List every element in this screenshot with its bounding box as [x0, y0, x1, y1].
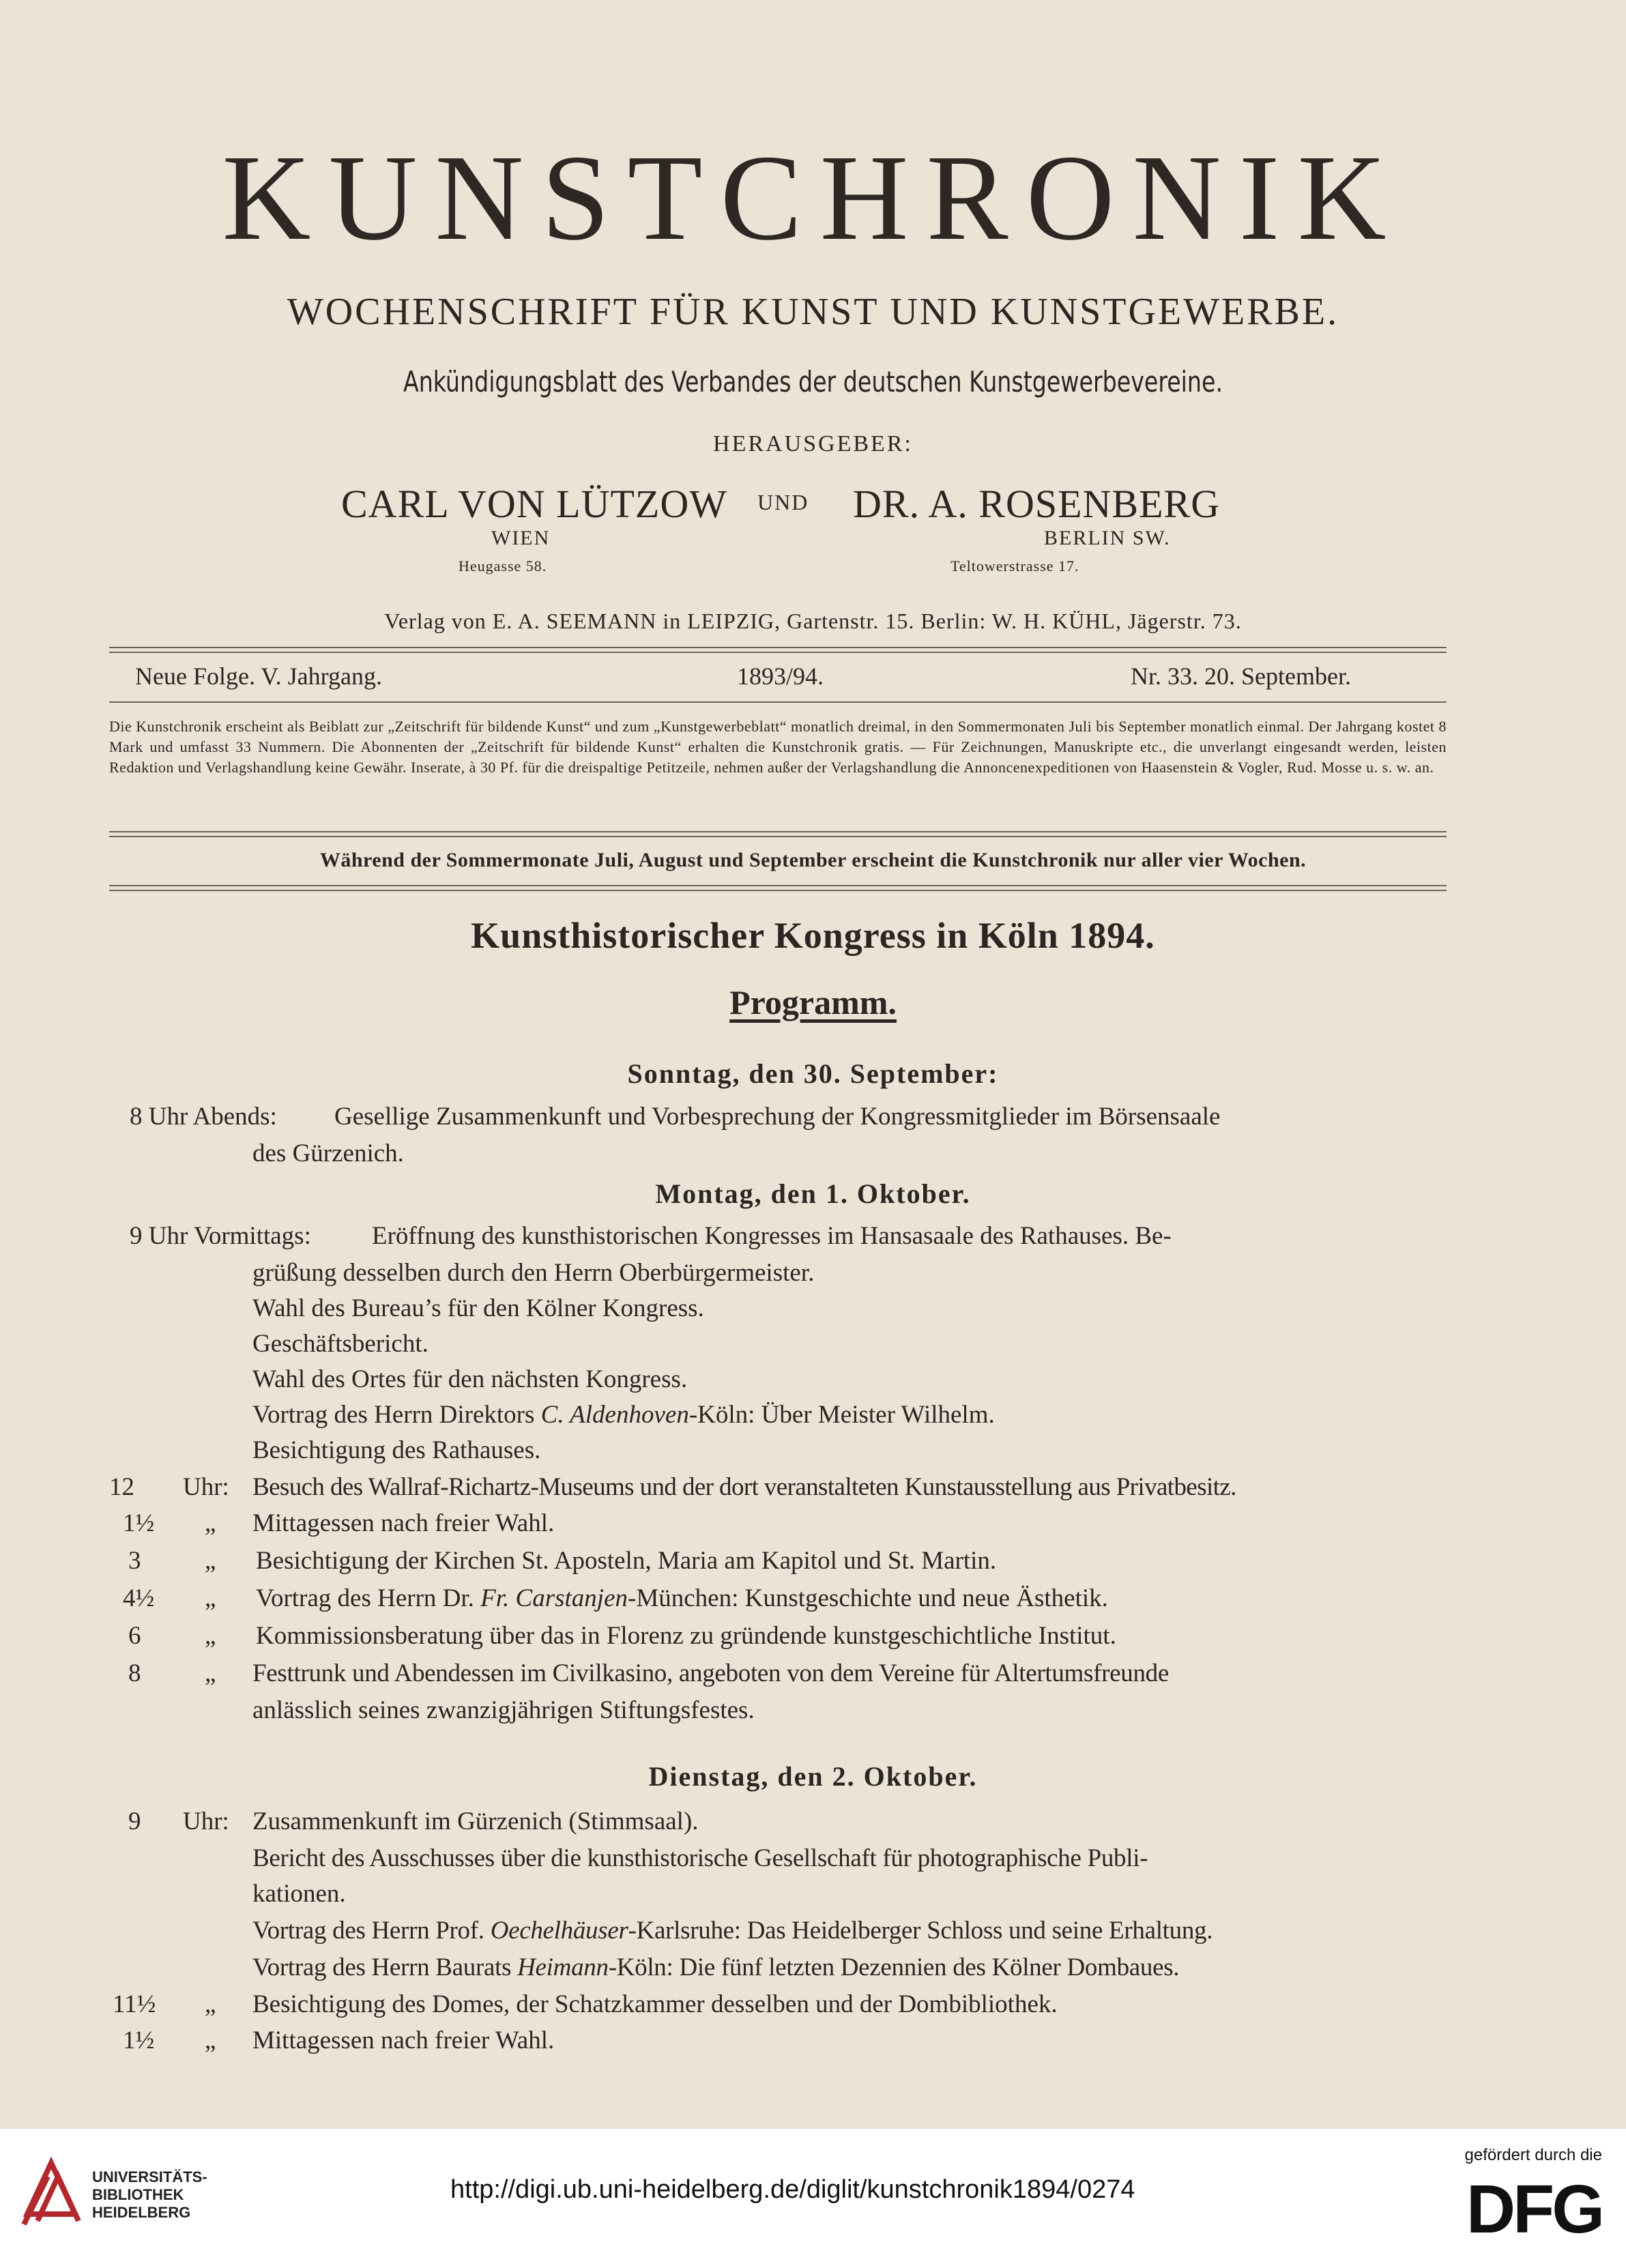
- issue-year: 1893/94.: [737, 663, 824, 690]
- text-part: Vortrag des Herrn Prof.: [252, 1917, 491, 1945]
- divider: [109, 831, 1447, 832]
- ditto-mark: „: [205, 1547, 216, 1575]
- program-text: Bericht des Ausschusses über die kunsthistorische Gesellschaft für photographische Publi-: [252, 1844, 1148, 1872]
- program-text: grüßung desselben durch den Herrn Oberbürgermeister.: [252, 1259, 815, 1287]
- editor-und: UND: [757, 490, 809, 514]
- program-text: Wahl des Bureau’s für den Kölner Kongress.: [252, 1294, 704, 1322]
- summer-banner: Während der Sommermonate Juli, August und September erscheint die Kunstchronik nur aller vier Wochen.: [319, 849, 1307, 871]
- editor1-city: WIEN: [491, 527, 551, 549]
- editor1-name: CARL VON LÜTZOW: [341, 482, 727, 526]
- day-heading-monday: Montag, den 1. Oktober.: [655, 1178, 971, 1209]
- editor2-address: Teltowerstrasse 17.: [950, 557, 1079, 575]
- day-heading-tuesday: Dienstag, den 2. Oktober.: [648, 1761, 978, 1792]
- program-text: [252, 1914, 1213, 1948]
- time-label: 4½: [123, 1584, 155, 1612]
- editor2-name: DR. A. ROSENBERG: [853, 482, 1221, 526]
- program-text: Geschäftsbericht.: [252, 1330, 429, 1358]
- program-text: Kommissionsberatung über das in Florenz zu gründende kunstgeschichtliche Institut.: [256, 1622, 1116, 1650]
- dfg-logo: DFG: [1466, 2171, 1602, 2248]
- time-label: 1½: [123, 2026, 155, 2054]
- time-label: 9: [128, 1807, 141, 1835]
- time-uhr: Uhr:: [183, 1473, 229, 1501]
- time-label: 11½: [113, 1990, 156, 2018]
- university-library-logo-icon: [20, 2156, 85, 2231]
- program-text: [256, 1582, 1108, 1616]
- ditto-mark: „: [205, 1584, 216, 1612]
- ditto-mark: „: [205, 1509, 216, 1537]
- program-text: Festtrunk und Abendessen im Civilkasino, angeboten von dem Vereine für Altertumsfreunde: [252, 1659, 1169, 1687]
- subscription-notice: Die Kunstchronik erscheint als Beiblatt zur „Zeitschrift für bildende Kunst“ und zum „Kunstgewerbeblatt“ monatlich dreimal, in den Sommermonaten Juli bis September monatlich einmal. Der Jahrgang kostet 8 Mark und umfasst 33 Nummern. Die Abonnenten der „Zeitschrift für bildende Kunst“ erhalten die Kunstchronik gratis. — Für Zeichnungen, Manuskripte etc., die unverlangt eingesandt werden, leisten Redaktion und Verlagshandlung keine Gewähr. Inserate, à 30 Pf. für die dreispaltige Petitzeile, nehmen außer der Verlagshandlung die Annoncenexpeditionen von Haasenstein & Vogler, Rud. Mosse u. s. w. an.: [109, 718, 1447, 776]
- speaker-name: Heimann: [517, 1953, 609, 1981]
- issue-number: Nr. 33. 20. September.: [1131, 663, 1351, 690]
- text-part: -Karlsruhe: Das Heidelberger Schloss und seine Erhaltung.: [628, 1917, 1213, 1945]
- library-name-line: UNIVERSITÄTS-: [92, 2168, 207, 2185]
- time-label: 6: [128, 1622, 141, 1650]
- program-text: [252, 1398, 995, 1432]
- time-label: 3: [128, 1547, 141, 1575]
- library-name: [92, 2168, 207, 2222]
- time-uhr: Uhr:: [183, 1807, 229, 1835]
- speaker-name: C. Aldenhoven: [540, 1401, 689, 1429]
- program-text: Besichtigung des Rathauses.: [252, 1436, 541, 1464]
- divider: [109, 890, 1447, 891]
- verlag-line: Verlag von E. A. SEEMANN in LEIPZIG, Gartenstr. 15. Berlin: W. H. KÜHL, Jägerstr. 73.: [384, 609, 1242, 633]
- program-text: Besichtigung des Domes, der Schatzkammer desselben und der Dombibliothek.: [252, 1990, 1058, 2018]
- text-part: Vortrag des Herrn Baurats: [252, 1953, 518, 1981]
- text-part: -Köln: Über Meister Wilhelm.: [688, 1401, 995, 1429]
- programm-heading: Programm.: [729, 983, 897, 1021]
- divider: [109, 652, 1447, 653]
- ditto-mark: „: [205, 1659, 216, 1687]
- text-part: -München: Kunstgeschichte und neue Ästhetik.: [628, 1584, 1108, 1612]
- ditto-mark: „: [205, 1990, 216, 2018]
- program-text: Mittagessen nach freier Wahl.: [252, 1509, 555, 1537]
- text-part: -Köln: Die fünf letzten Dezennien des Kölner Dombaues.: [608, 1953, 1180, 1981]
- program-text: Wahl des Ortes für den nächsten Kongress.: [252, 1365, 688, 1393]
- article-title: Kunsthistorischer Kongress in Köln 1894.: [471, 915, 1155, 956]
- time-label: 9 Uhr Vormittags:: [130, 1222, 311, 1250]
- time-label: 12: [109, 1473, 134, 1501]
- text-part: Vortrag des Herrn Direktors: [252, 1401, 541, 1429]
- funding-note: gefördert durch die: [1464, 2146, 1602, 2164]
- program-text: kationen.: [252, 1880, 346, 1908]
- speaker-name: Oechelhäuser: [490, 1917, 628, 1945]
- editor1-address: Heugasse 58.: [459, 557, 547, 575]
- verband-line: Ankündigungsblatt des Verbandes der deutschen Kunstgewerbevereine.: [403, 365, 1223, 398]
- divider: [109, 836, 1447, 837]
- library-name-line: HEIDELBERG: [92, 2204, 191, 2221]
- program-text: [252, 1951, 1179, 1985]
- text-part: Vortrag des Herrn Dr.: [256, 1584, 481, 1612]
- issue-folge: Neue Folge. V. Jahrgang.: [135, 663, 382, 690]
- speaker-name: Fr. Carstanjen: [480, 1584, 628, 1612]
- masthead-subtitle: WOCHENSCHRIFT FÜR KUNST UND KUNSTGEWERBE.: [287, 291, 1339, 333]
- editor2-city: BERLIN SW.: [1044, 527, 1171, 549]
- program-text: anlässlich seines zwanzigjährigen Stiftungsfestes.: [252, 1696, 755, 1724]
- day-heading-sunday: Sonntag, den 30. September:: [627, 1058, 999, 1089]
- program-text: Mittagessen nach freier Wahl.: [252, 2026, 555, 2054]
- library-name-line: BIBLIOTHEK: [92, 2186, 184, 2203]
- source-url-link[interactable]: http://digi.ub.uni-heidelberg.de/diglit/kunstchronik1894/0274: [450, 2175, 1135, 2204]
- ditto-mark: „: [205, 2026, 216, 2054]
- time-label: 8: [128, 1659, 141, 1687]
- masthead-title: KUNSTCHRONIK: [222, 130, 1404, 265]
- divider: [109, 701, 1447, 703]
- divider: [109, 647, 1447, 648]
- time-label: 8 Uhr Abends:: [130, 1103, 277, 1131]
- time-label: 1½: [123, 1509, 155, 1537]
- program-text: Besuch des Wallraf-Richartz-Museums und der dort veranstalteten Kunstausstellung aus Privatbesitz.: [252, 1473, 1236, 1501]
- divider: [109, 885, 1447, 886]
- herausgeber-label: HERAUSGEBER:: [713, 431, 913, 456]
- program-text: Gesellige Zusammenkunft und Vorbesprechung der Kongressmitglieder im Börsensaale: [334, 1103, 1221, 1131]
- program-text: Besichtigung der Kirchen St. Aposteln, Maria am Kapitol und St. Martin.: [256, 1547, 997, 1575]
- program-text: Zusammenkunft im Gürzenich (Stimmsaal).: [252, 1807, 699, 1835]
- program-text: des Gürzenich.: [252, 1139, 404, 1167]
- ditto-mark: „: [205, 1622, 216, 1650]
- program-text: Eröffnung des kunsthistorischen Kongresses im Hansasaale des Rathauses. Be-: [372, 1222, 1172, 1250]
